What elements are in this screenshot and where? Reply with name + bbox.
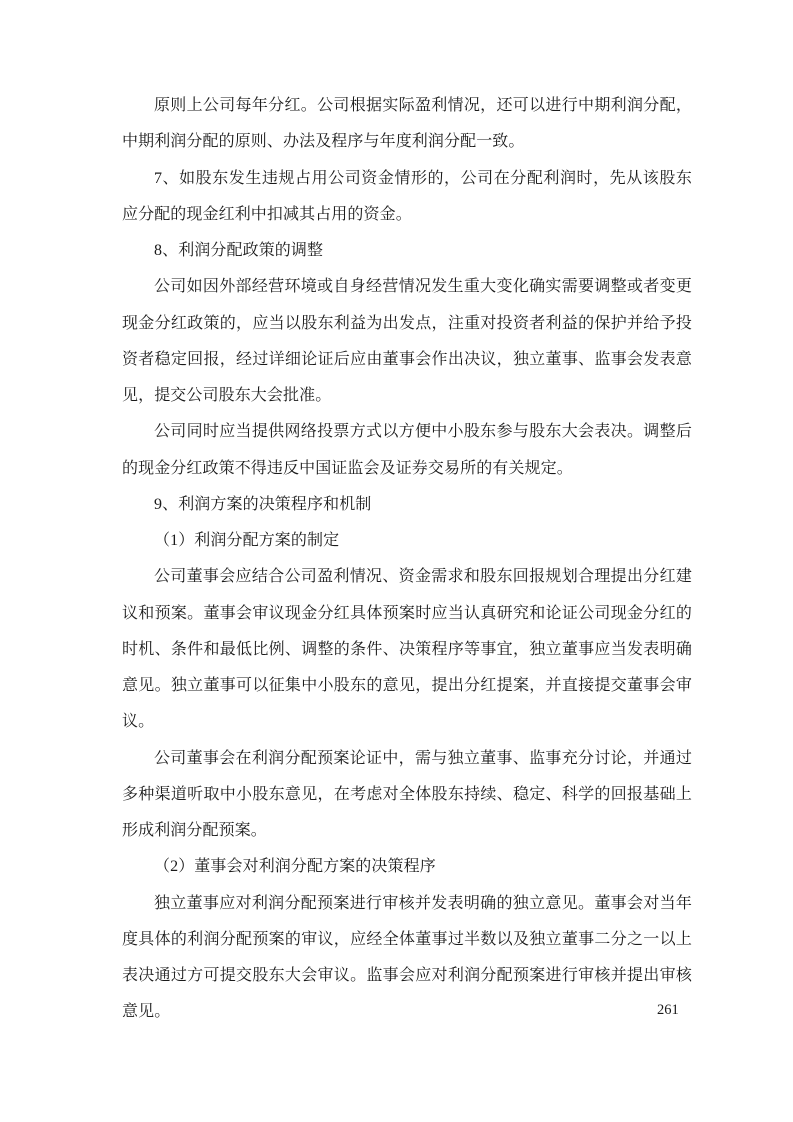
paragraph: 7、如股东发生违规占用公司资金情形的，公司在分配利润时，先从该股东应分配的现金红利中扣减其占用的资金。 xyxy=(122,169,692,223)
section-heading: （2）董事会对利润分配方案的决策程序 xyxy=(154,858,436,876)
paragraph: 公司同时应当提供网络投票方式以方便中小股东参与股东大会表决。调整后的现金分红政策不得违反中国证监会及证券交易所的有关规定。 xyxy=(122,423,692,477)
section-heading: （1）利润分配方案的制定 xyxy=(154,532,340,549)
paragraph: 公司如因外部经营环境或自身经营情况发生重大变化确实需要调整或者变更现金分红政策的，应当以股东利益为出发点，注重对投资者利益的保护并给予投资者稳定回报，经过详细论证后应由董事会作出决议，独立董事、监事会发表意见，提交公司股东大会批准。 xyxy=(122,278,692,404)
paragraph: 公司董事会应结合公司盈利情况、资金需求和股东回报规划合理提出分红建议和预案。董事会审议现金分红具体预案时应当认真研究和论证公司现金分红的时机、条件和最低比例、调整的条件、决策程序等事宜，独立董事应当发表明确意见。独立董事可以征集中小股东的意见，提出分红提案，并直接提交董事会审议。 xyxy=(122,568,692,731)
paragraph: 公司董事会在利润分配预案论证中，需与独立董事、监事充分讨论，并通过多种渠道听取中小股东意见，在考虑对全体股东持续、稳定、科学的回报基础上形成利润分配预案。 xyxy=(122,749,692,839)
paragraph: 独立董事应对利润分配预案进行审核并发表明确的独立意见。董事会对当年度具体的利润分配预案的审议，应经全体董事过半数以及独立董事二分之一以上表决通过方可提交股东大会审议。监事会应对利润分配预案进行审核并提出审核意见。 xyxy=(122,894,692,1021)
document-body xyxy=(122,88,692,1031)
section-heading: 9、利润方案的决策程序和机制 xyxy=(154,495,372,513)
page-number: 261 xyxy=(657,1002,679,1018)
section-heading: 8、利润分配政策的调整 xyxy=(154,242,324,259)
paragraph: 原则上公司每年分红。公司根据实际盈利情况，还可以进行中期利润分配，中期利润分配的原则、办法及程序与年度利润分配一致。 xyxy=(122,97,692,151)
